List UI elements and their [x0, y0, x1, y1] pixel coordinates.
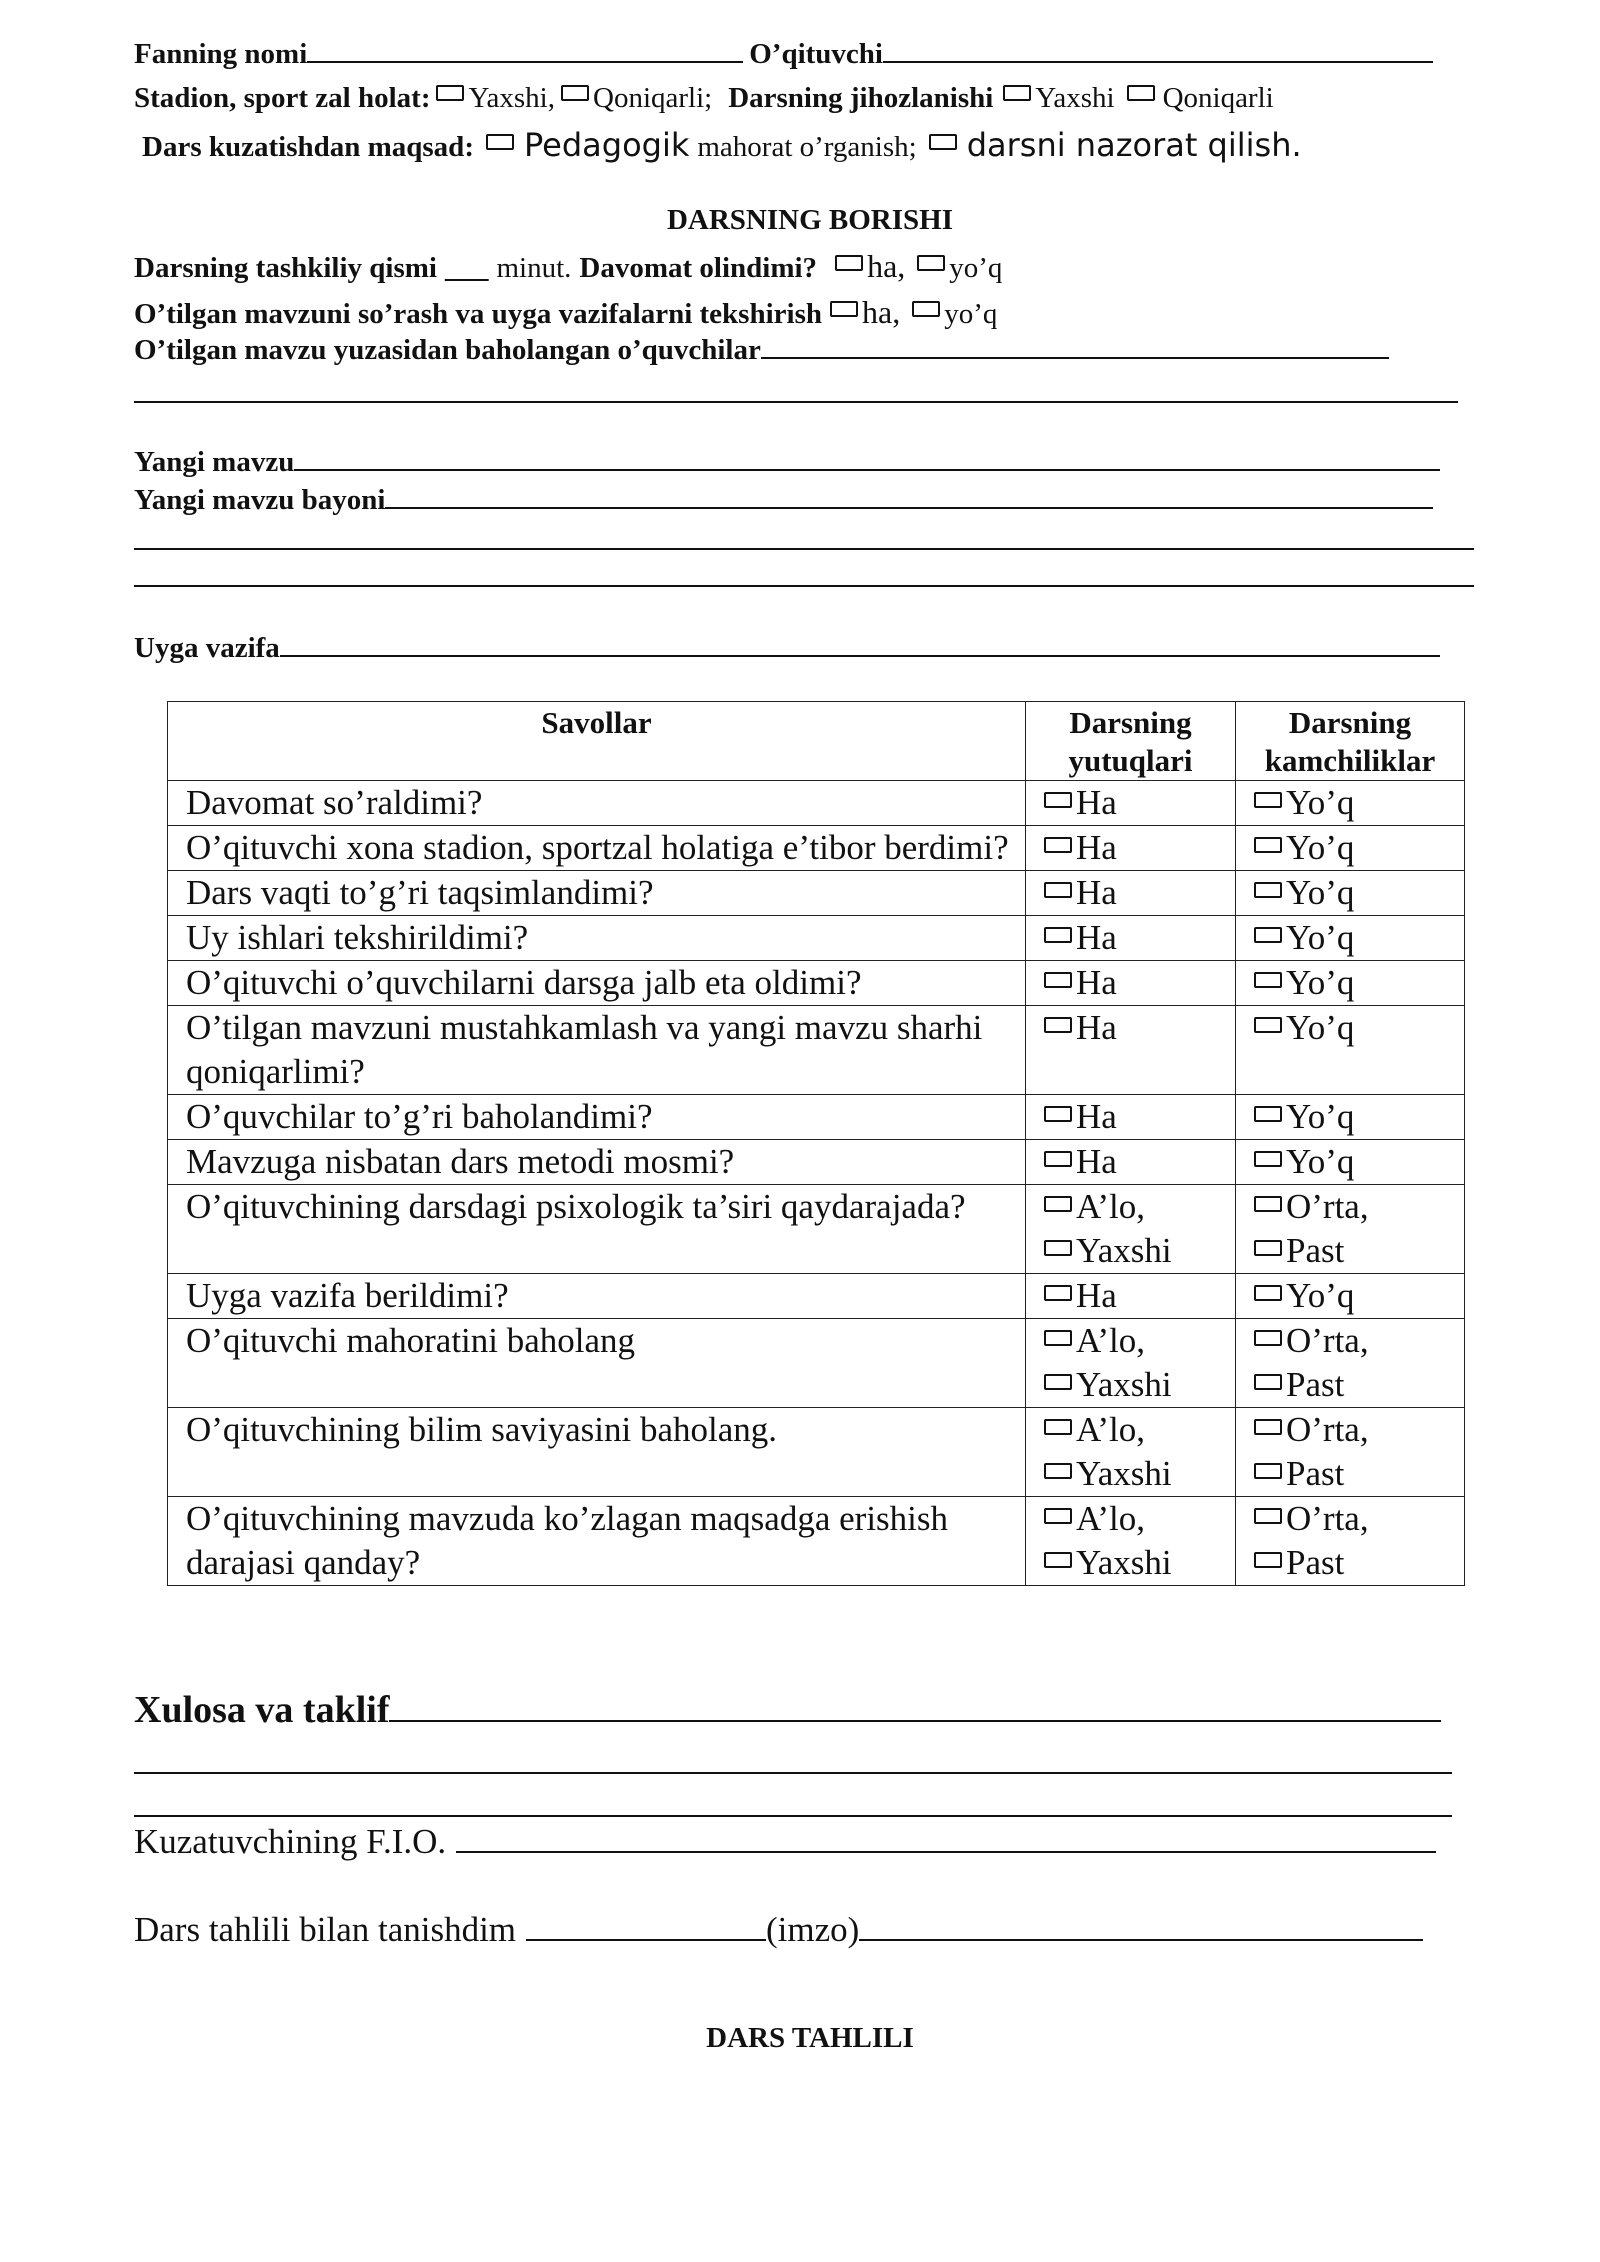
equipment-satisfactory-option: Qoniqarli [1162, 82, 1274, 114]
achievement-cell [1026, 1006, 1236, 1095]
achievement-cell [1026, 1274, 1236, 1319]
answer-option[interactable] [1254, 1319, 1464, 1363]
answer-label: Yo’q [1286, 828, 1355, 867]
shortcoming-cell [1236, 1185, 1465, 1274]
homework-check-no-checkbox[interactable] [912, 301, 940, 317]
answer-option[interactable] [1254, 1095, 1464, 1139]
table-row [168, 916, 1465, 961]
answer-option[interactable] [1044, 1185, 1235, 1229]
question-cell: Uyga vazifa berildimi? [168, 1274, 1026, 1319]
homework-check-label: O’tilgan mavzuni so’rash va uyga vazifalarni tekshirish [134, 298, 822, 330]
achievement-cell [1026, 826, 1236, 871]
answer-checkbox[interactable] [1254, 1508, 1282, 1524]
question-cell: O’qituvchining bilim saviyasini baholang. [168, 1408, 1026, 1497]
answer-label: Ha [1076, 963, 1117, 1002]
shortcoming-cell [1236, 1319, 1465, 1408]
explanation-extra-line-1[interactable] [134, 548, 1474, 550]
achievement-cell [1026, 1185, 1236, 1274]
achievement-cell [1026, 916, 1236, 961]
stadium-good-checkbox[interactable] [436, 85, 464, 101]
question-cell: O’quvchilar to’g’ri baholandimi? [168, 1095, 1026, 1140]
answer-checkbox[interactable] [1254, 1463, 1282, 1479]
question-cell: O’qituvchi xona stadion, sportzal holatiga e’tibor berdimi? [168, 826, 1026, 871]
purpose-label: Dars kuzatishdan maqsad: [142, 131, 474, 163]
shortcoming-cell [1236, 916, 1465, 961]
answer-label: Yaxshi [1076, 1543, 1172, 1582]
answer-checkbox[interactable] [1044, 1285, 1072, 1301]
answer-label: Yo’q [1286, 1276, 1355, 1315]
answer-label: Yo’q [1286, 1097, 1355, 1136]
answer-checkbox[interactable] [1254, 1017, 1282, 1033]
acquainted-line [134, 1910, 1423, 1950]
conclusion-field[interactable] [389, 1719, 1441, 1722]
shortcoming-cell [1236, 1140, 1465, 1185]
shortcoming-cell [1236, 826, 1465, 871]
header-shortcomings: Darsning kamchiliklar [1236, 702, 1465, 781]
graded-students-label: O’tilgan mavzu yuzasidan baholangan o’quvchilar [134, 334, 761, 366]
answer-checkbox[interactable] [1044, 1374, 1072, 1390]
homework-label: Uyga vazifa [134, 632, 280, 664]
question-cell: Uy ishlari tekshirildimi? [168, 916, 1026, 961]
homework-line [134, 632, 1440, 665]
purpose-control-option: darsni nazorat qilish. [966, 126, 1302, 164]
answer-checkbox[interactable] [1254, 1106, 1282, 1122]
org-part-line [134, 248, 1002, 285]
answer-checkbox[interactable] [1044, 1463, 1072, 1479]
answer-checkbox[interactable] [1254, 927, 1282, 943]
homework-check-yes-option: ha, [862, 294, 901, 330]
answer-option[interactable] [1254, 916, 1464, 960]
achievement-cell [1026, 1095, 1236, 1140]
answer-checkbox[interactable] [1254, 1330, 1282, 1346]
stadium-equipment-line [134, 82, 1274, 115]
shortcoming-cell [1236, 1408, 1465, 1497]
stadium-satisfactory-option: Qoniqarli; [593, 82, 713, 114]
question-cell: O’qituvchi mahoratini baholang [168, 1319, 1026, 1408]
answer-checkbox[interactable] [1044, 1240, 1072, 1256]
purpose-pedagogic-rest: mahorat o’rganish; [697, 131, 917, 163]
answer-label: Yo’q [1286, 783, 1355, 822]
achievement-cell [1026, 1408, 1236, 1497]
answer-label: Ha [1076, 918, 1117, 957]
answer-option[interactable] [1044, 871, 1235, 915]
stadium-good-option: Yaxshi, [468, 82, 555, 114]
answer-label: Ha [1076, 828, 1117, 867]
table-row [168, 1319, 1465, 1408]
answer-label: Past [1286, 1365, 1345, 1404]
answer-label: Past [1286, 1454, 1345, 1493]
header-achievements: Darsning yutuqlari [1026, 702, 1236, 781]
bottom-title: DARS TAHLILI [706, 2022, 914, 2054]
new-topic-explanation-field[interactable] [385, 506, 1433, 509]
answer-option[interactable] [1044, 1274, 1235, 1318]
answer-checkbox[interactable] [1044, 837, 1072, 853]
answer-checkbox[interactable] [1044, 1106, 1072, 1122]
answer-label: Ha [1076, 1097, 1117, 1136]
purpose-control-checkbox[interactable] [929, 134, 957, 150]
table-row [168, 826, 1465, 871]
equipment-satisfactory-checkbox[interactable] [1127, 85, 1155, 101]
stadium-label: Stadion, sport zal holat: [134, 82, 431, 114]
answer-checkbox[interactable] [1254, 1374, 1282, 1390]
answer-label: Ha [1076, 873, 1117, 912]
answer-label: O’rta, [1286, 1410, 1369, 1449]
attendance-no-option: yo’q [949, 252, 1003, 284]
teacher-field[interactable] [883, 60, 1433, 63]
purpose-pedagogic-checkbox[interactable] [486, 134, 514, 150]
answer-option[interactable] [1044, 916, 1235, 960]
evaluation-table [167, 701, 1465, 1586]
signature-field[interactable] [859, 1938, 1423, 1941]
answer-label: A’lo, [1076, 1187, 1146, 1226]
answer-label: Yo’q [1286, 1008, 1355, 1047]
answer-option[interactable] [1254, 1452, 1464, 1496]
answer-label: Yaxshi [1076, 1231, 1172, 1270]
table-row [168, 781, 1465, 826]
answer-label: Yo’q [1286, 918, 1355, 957]
table-row [168, 1006, 1465, 1095]
teacher-label: O’qituvchi [749, 38, 883, 70]
homework-check-line [134, 294, 997, 331]
question-cell: O’qituvchi o’quvchilarni darsga jalb eta oldimi? [168, 961, 1026, 1006]
answer-checkbox[interactable] [1254, 1552, 1282, 1568]
signature-label: (imzo) [766, 1910, 860, 1949]
question-cell: O’qituvchining mavzuda ko’zlagan maqsadga erishish darajasi qanday? [168, 1497, 1026, 1586]
answer-checkbox[interactable] [1254, 1196, 1282, 1212]
new-topic-explanation-line [134, 484, 1433, 517]
achievement-cell [1026, 871, 1236, 916]
conclusion-extra-line-1[interactable] [134, 1772, 1452, 1774]
homework-check-no-option: yo’q [944, 298, 998, 330]
answer-label: Ha [1076, 1142, 1117, 1181]
shortcoming-cell [1236, 1095, 1465, 1140]
answer-option[interactable] [1254, 781, 1464, 825]
answer-label: Yo’q [1286, 873, 1355, 912]
answer-option[interactable] [1254, 1274, 1464, 1318]
observer-line [134, 1822, 1436, 1862]
attendance-yes-checkbox[interactable] [835, 255, 863, 271]
answer-checkbox[interactable] [1044, 1552, 1072, 1568]
org-part-blank[interactable]: ___ [444, 252, 489, 284]
answer-option[interactable] [1254, 1541, 1464, 1585]
achievement-cell [1026, 1497, 1236, 1586]
answer-option[interactable] [1044, 1363, 1235, 1407]
answer-label: Past [1286, 1543, 1345, 1582]
answer-label: Yo’q [1286, 963, 1355, 1002]
question-cell: Mavzuga nisbatan dars metodi mosmi? [168, 1140, 1026, 1185]
answer-checkbox[interactable] [1044, 882, 1072, 898]
answer-label: A’lo, [1076, 1410, 1146, 1449]
answer-checkbox[interactable] [1044, 792, 1072, 808]
equipment-good-checkbox[interactable] [1003, 85, 1031, 101]
purpose-line [142, 126, 1302, 164]
table-row [168, 1140, 1465, 1185]
conclusion-label: Xulosa va taklif [134, 1689, 390, 1731]
answer-checkbox[interactable] [1254, 1240, 1282, 1256]
conclusion-line [134, 1688, 1441, 1732]
answer-label: Ha [1076, 1276, 1117, 1315]
shortcoming-cell [1236, 781, 1465, 826]
answer-option[interactable] [1254, 871, 1464, 915]
question-cell: O’qituvchining darsdagi psixologik ta’siri qaydarajada? [168, 1185, 1026, 1274]
answer-checkbox[interactable] [1254, 1285, 1282, 1301]
answer-option[interactable] [1044, 781, 1235, 825]
achievement-cell [1026, 961, 1236, 1006]
shortcoming-cell [1236, 961, 1465, 1006]
graded-students-field[interactable] [761, 356, 1389, 359]
minutes-label: minut. [496, 252, 572, 284]
equipment-good-option: Yaxshi [1035, 82, 1115, 114]
shortcoming-cell [1236, 1274, 1465, 1319]
answer-option[interactable] [1254, 1140, 1464, 1184]
answer-option[interactable] [1254, 1363, 1464, 1407]
table-row [168, 961, 1465, 1006]
answer-label: O’rta, [1286, 1321, 1369, 1360]
explanation-extra-line-2[interactable] [134, 585, 1474, 587]
attendance-no-checkbox[interactable] [917, 255, 945, 271]
answer-option[interactable] [1044, 1408, 1235, 1452]
answer-label: A’lo, [1076, 1499, 1146, 1538]
answer-label: Past [1286, 1231, 1345, 1270]
header-questions: Savollar [168, 702, 1026, 781]
achievement-cell [1026, 1140, 1236, 1185]
table-row [168, 1274, 1465, 1319]
table-row [168, 1497, 1465, 1586]
conclusion-extra-line-2[interactable] [134, 1815, 1452, 1817]
section-title: DARSNING BORISHI [666, 204, 954, 236]
subject-field[interactable] [307, 60, 743, 63]
graded-students-line [134, 334, 1389, 367]
new-topic-explanation-label: Yangi mavzu bayoni [134, 484, 386, 516]
answer-option[interactable] [1044, 961, 1235, 1005]
attendance-yes-option: ha, [867, 248, 906, 284]
answer-label: Yo’q [1286, 1142, 1355, 1181]
answer-label: A’lo, [1076, 1321, 1146, 1360]
observer-label: Kuzatuvchining F.I.O. [134, 1822, 447, 1861]
table-header-row [168, 702, 1465, 781]
purpose-pedagogic-word: Pedagogik [523, 126, 690, 164]
answer-option[interactable] [1254, 1497, 1464, 1541]
answer-checkbox[interactable] [1044, 1017, 1072, 1033]
answer-option[interactable] [1254, 1229, 1464, 1273]
answer-checkbox[interactable] [1254, 972, 1282, 988]
new-topic-label: Yangi mavzu [134, 446, 295, 478]
answer-label: O’rta, [1286, 1187, 1369, 1226]
table-row [168, 871, 1465, 916]
new-topic-line [134, 446, 1440, 479]
answer-checkbox[interactable] [1044, 1330, 1072, 1346]
answer-checkbox[interactable] [1254, 882, 1282, 898]
new-topic-field[interactable] [294, 468, 1440, 471]
equipment-label: Darsning jihozlanishi [728, 82, 994, 114]
answer-option[interactable] [1254, 1006, 1464, 1050]
answer-checkbox[interactable] [1254, 1151, 1282, 1167]
achievement-cell [1026, 1319, 1236, 1408]
answer-option[interactable] [1044, 1229, 1235, 1273]
question-cell: O’tilgan mavzuni mustahkamlash va yangi mavzu sharhi qoniqarlimi? [168, 1006, 1026, 1095]
answer-option[interactable] [1254, 1408, 1464, 1452]
answer-option[interactable] [1254, 1185, 1464, 1229]
answer-checkbox[interactable] [1254, 837, 1282, 853]
question-cell: Davomat so’raldimi? [168, 781, 1026, 826]
answer-option[interactable] [1044, 1140, 1235, 1184]
answer-checkbox[interactable] [1044, 1419, 1072, 1435]
shortcoming-cell [1236, 1497, 1465, 1586]
answer-option[interactable] [1254, 826, 1464, 870]
answer-label: Yaxshi [1076, 1454, 1172, 1493]
answer-checkbox[interactable] [1254, 1419, 1282, 1435]
table-row [168, 1095, 1465, 1140]
shortcoming-cell [1236, 1006, 1465, 1095]
acquainted-field[interactable] [526, 1938, 766, 1941]
table-row [168, 1185, 1465, 1274]
subject-teacher-line [134, 38, 1433, 71]
answer-checkbox[interactable] [1044, 927, 1072, 943]
answer-option[interactable] [1044, 1452, 1235, 1496]
answer-checkbox[interactable] [1044, 972, 1072, 988]
attendance-label: Davomat olindimi? [579, 252, 818, 284]
homework-check-yes-checkbox[interactable] [830, 301, 858, 317]
answer-label: Yaxshi [1076, 1365, 1172, 1404]
answer-label: Ha [1076, 783, 1117, 822]
answer-option[interactable] [1044, 826, 1235, 870]
answer-option[interactable] [1044, 1541, 1235, 1585]
answer-option[interactable] [1044, 1497, 1235, 1541]
subject-label: Fanning nomi [134, 38, 308, 70]
answer-label: Ha [1076, 1008, 1117, 1047]
achievement-cell [1026, 781, 1236, 826]
answer-label: O’rta, [1286, 1499, 1369, 1538]
acquainted-label: Dars tahlili bilan tanishdim [134, 1910, 517, 1949]
answer-checkbox[interactable] [1044, 1151, 1072, 1167]
observer-field[interactable] [456, 1850, 1436, 1853]
stadium-satisfactory-checkbox[interactable] [561, 85, 589, 101]
answer-option[interactable] [1044, 1095, 1235, 1139]
homework-field[interactable] [280, 654, 1440, 657]
answer-checkbox[interactable] [1044, 1508, 1072, 1524]
shortcoming-cell [1236, 871, 1465, 916]
answer-option[interactable] [1254, 961, 1464, 1005]
table-row [168, 1408, 1465, 1497]
answer-checkbox[interactable] [1044, 1196, 1072, 1212]
answer-option[interactable] [1044, 1006, 1235, 1050]
answer-checkbox[interactable] [1254, 792, 1282, 808]
question-cell: Dars vaqti to’g’ri taqsimlandimi? [168, 871, 1026, 916]
answer-option[interactable] [1044, 1319, 1235, 1363]
org-part-label: Darsning tashkiliy qismi [134, 252, 437, 284]
graded-students-extra-line[interactable] [134, 401, 1458, 403]
